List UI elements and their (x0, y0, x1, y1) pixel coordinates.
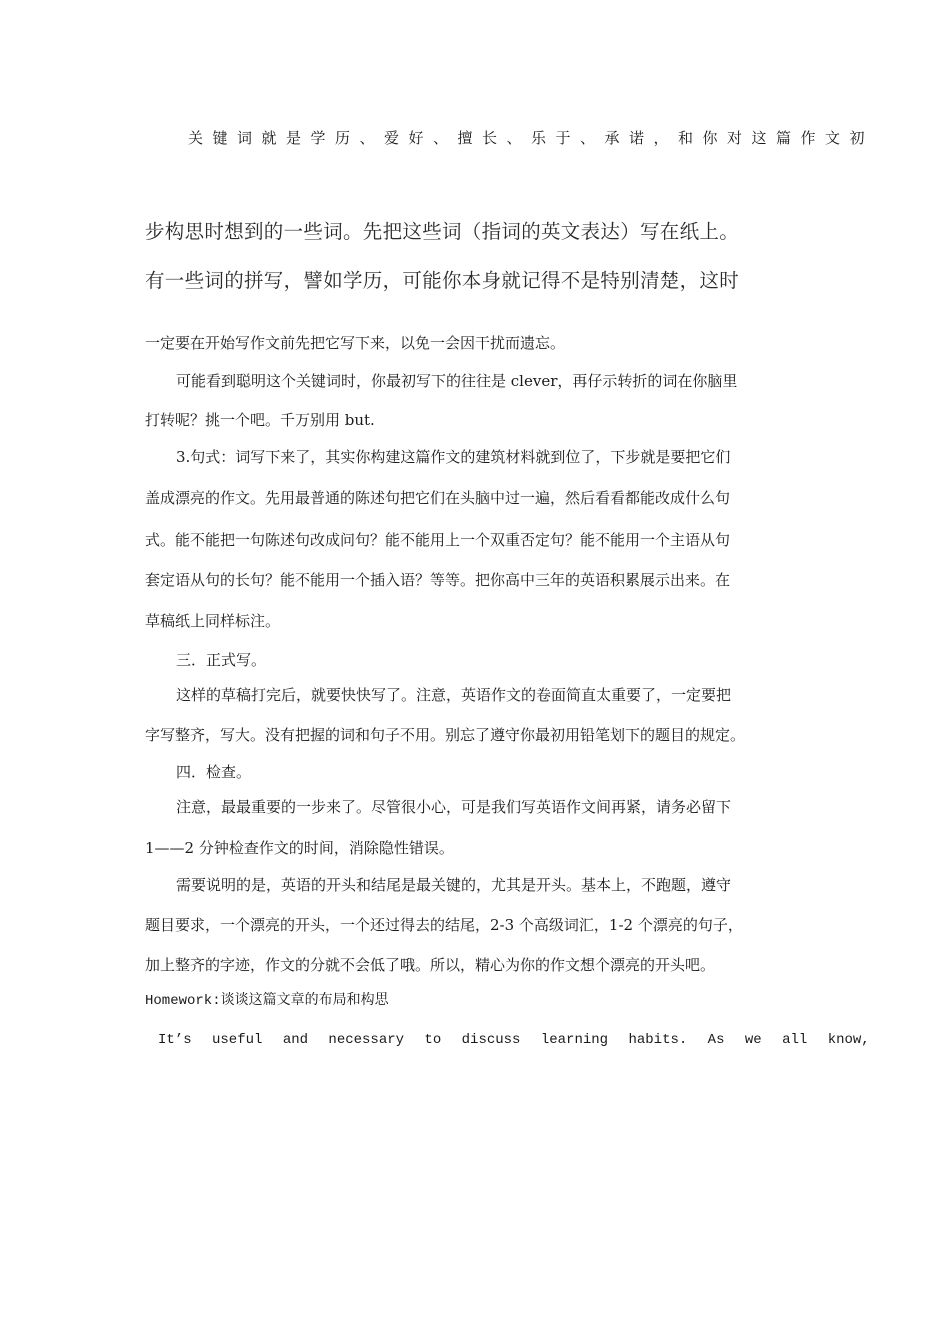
text-line-17: 1——2 分钟检查作文的时间，消除隐性错误。 (145, 839, 454, 857)
text-line-20: 加上整齐的字迹，作文的分就不会低了哦。所以，精心为你的作文想个漂亮的开头吧。 (145, 956, 716, 974)
text-line-3: 有一些词的拼写，譬如学历，可能你本身就记得不是特别清楚，这时 (145, 269, 740, 292)
text-line-14: 字写整齐，写大。没有把握的词和句子不用。别忘了遵守你最初用铅笔划下的题目的规定。 (145, 726, 746, 744)
text-line-13: 这样的草稿打完后，就要快快写了。注意，英语作文的卷面简直太重要了，一定要把 (176, 686, 732, 704)
text-line-9: 式。能不能把一句陈述句改成问句？能不能用上一个双重否定句？能不能用一个主语从句 (145, 531, 731, 549)
section-heading-4: 四．检查。 (176, 763, 252, 781)
text-line-1: 关键词就是学历、爱好、擅长、乐于、承诺，和你对这篇作文初 (188, 129, 875, 147)
text-line-11: 草稿纸上同样标注。 (145, 612, 281, 630)
text-line-10: 套定语从句的长句？能不能用一个插入语？等等。把你高中三年的英语积累展示出来。在 (145, 571, 731, 589)
english-sample-line: It’s useful and necessary to discuss learning habits. As we all know, (158, 1032, 870, 1048)
text-line-18: 需要说明的是，英语的开头和结尾是最关键的，尤其是开头。基本上，不跑题，遵守 (176, 876, 732, 894)
text-line-8: 盖成漂亮的作文。先用最普通的陈述句把它们在头脑中过一遍，然后看看都能改成什么句 (145, 489, 731, 507)
text-line-5: 可能看到聪明这个关键词时，你最初写下的往往是 clever，再仔示转折的词在你脑里 (176, 372, 738, 390)
text-line-4: 一定要在开始写作文前先把它写下来，以免一会因干扰而遗忘。 (145, 334, 566, 352)
text-line-2: 步构思时想到的一些词。先把这些词（指词的英文表达）写在纸上。 (145, 220, 740, 243)
text-line-7: 3.句式：词写下来了，其实你构建这篇作文的建筑材料就到位了，下步就是要把它们 (176, 448, 731, 466)
text-line-16: 注意，最最重要的一步来了。尽管很小心，可是我们写英语作文间再紧，请务必留下 (176, 798, 732, 816)
text-line-19: 题目要求，一个漂亮的开头，一个还过得去的结尾，2-3 个高级词汇，1-2 个漂亮的句子， (145, 916, 743, 934)
homework-line: Homework:谈谈这篇文章的布局和构思 (145, 993, 389, 1009)
text-line-6: 打转呢？挑一个吧。千万别用 but. (145, 411, 375, 429)
section-heading-3: 三．正式写。 (176, 651, 267, 669)
